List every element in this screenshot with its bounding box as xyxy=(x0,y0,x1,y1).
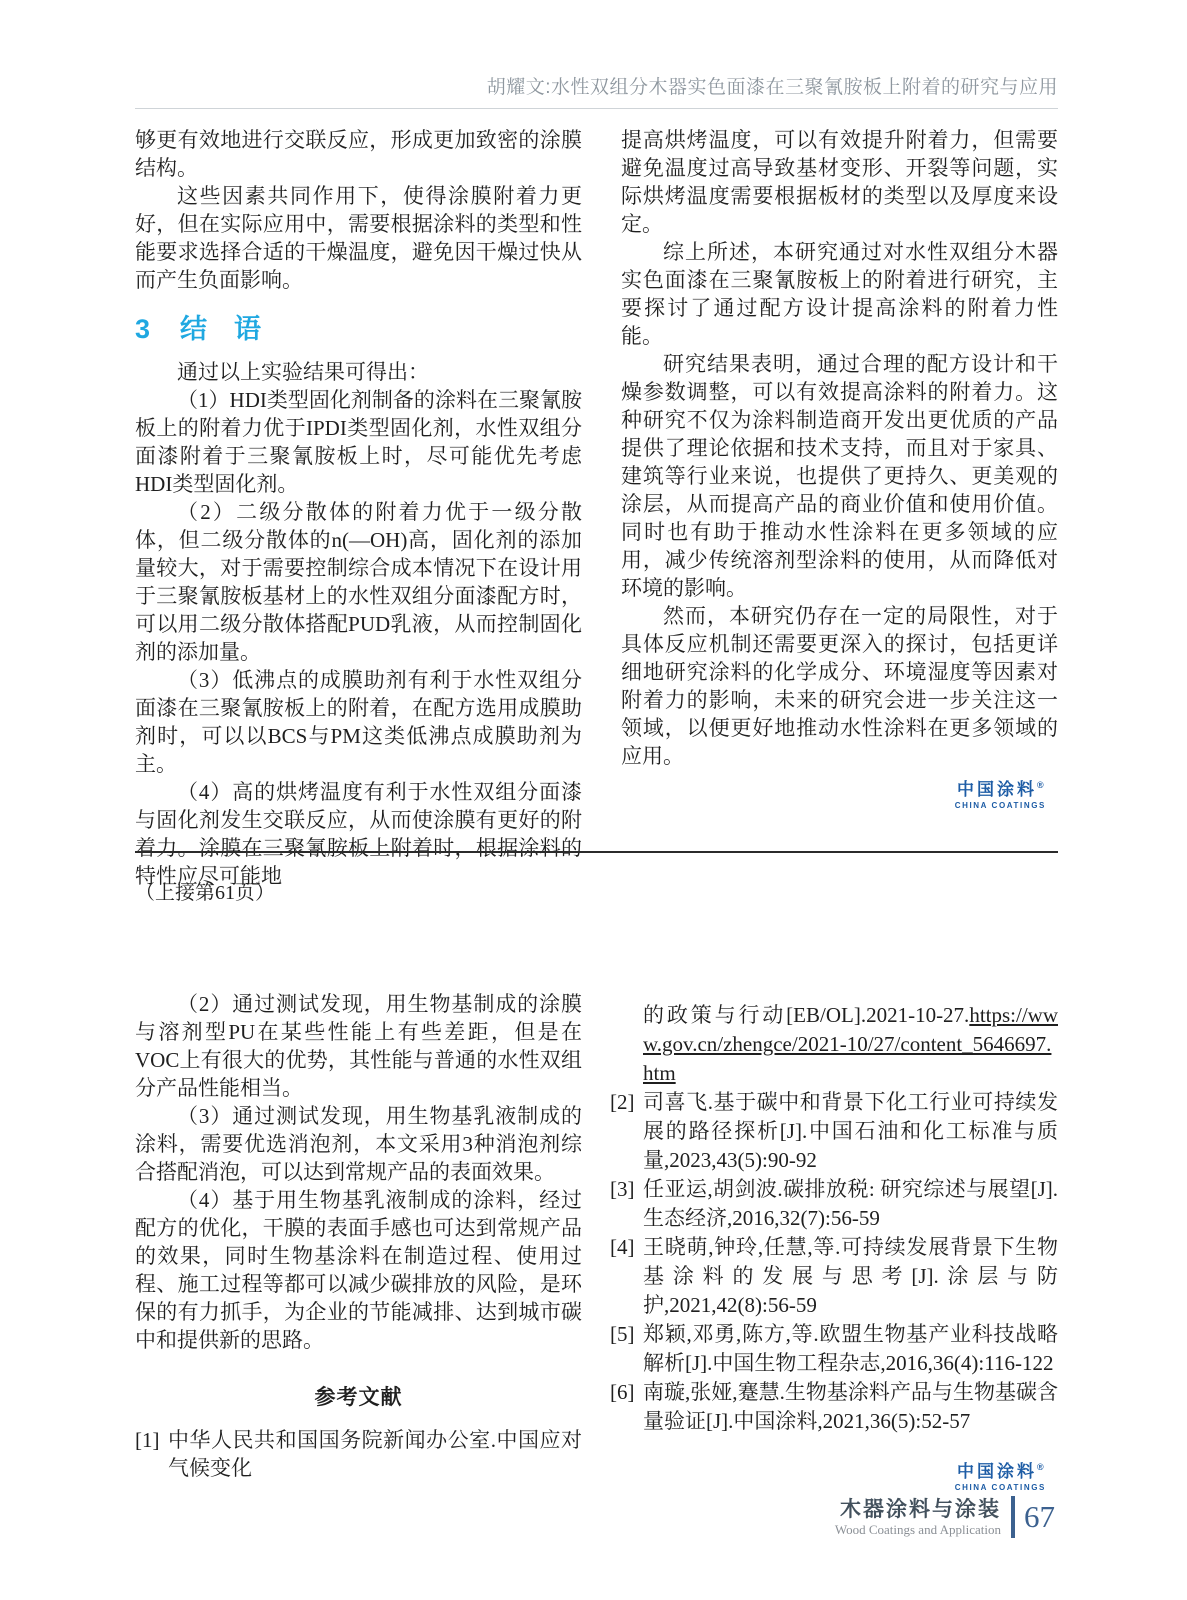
logo-name-en: CHINA COATINGS xyxy=(954,800,1046,810)
reference-item xyxy=(610,1320,1058,1378)
journal-title-block xyxy=(835,1497,1001,1538)
paragraph: （1）HDI类型固化剂制备的涂料在三聚氰胺板上的附着力优于IPDI类型固化剂，水性双组分面漆附着于三聚氰胺板上时，尽可能优先考虑HDI类型固化剂。 xyxy=(135,388,582,496)
reference-item xyxy=(135,1426,582,1482)
paragraph: 提高烘烤温度，可以有效提升附着力，但需要避免温度过高导致基材变形、开裂等问题，实际烘烤温度需要根据板材的类型以及厚度来设定。 xyxy=(621,128,1058,236)
reference-link[interactable]: https://www.gov.cn/zhengce/2021-10/27/content_5646697.htm xyxy=(643,1003,1058,1085)
paragraph: 通过以上实验结果可得出： xyxy=(177,360,429,384)
page-footer xyxy=(835,1496,1055,1538)
running-head-title: 胡耀文:水性双组分木器实色面漆在三聚氰胺板上附着的研究与应用 xyxy=(486,77,1058,98)
registered-mark-icon: ® xyxy=(1037,780,1044,790)
logo-name-cn: 中国涂料® xyxy=(957,780,1044,799)
registered-mark-icon: ® xyxy=(1037,1462,1044,1472)
reference-marker: [1] xyxy=(135,1428,160,1452)
page-number: 67 xyxy=(1024,1499,1055,1534)
paragraph: 够更有效地进行交联反应，形成更加致密的涂膜结构。 xyxy=(135,128,582,180)
paragraph: （3）通过测试发现，用生物基乳液制成的涂料，需要优选消泡剂，本文采用3种消泡剂综合搭配消泡，可以达到常规产品的表面效果。 xyxy=(135,1104,582,1184)
lower-left-column xyxy=(135,990,582,1482)
running-head xyxy=(135,72,1058,109)
paragraph: 研究结果表明，通过合理的配方设计和干燥参数调整，可以有效提高涂料的附着力。这种研究不仅为涂料制造商开发出更优质的产品提供了理论依据和技术支持，而且对于家具、建筑等行业来说，也提供了更持久、更美观的涂层，从而提高产品的商业价值和使用价值。同时也有助于推动水性涂料在更多领域的应用，减少传统溶剂型涂料的使用，从而降低对环境的影响。 xyxy=(621,352,1058,600)
reference-item xyxy=(610,1233,1058,1320)
reference-item xyxy=(610,1088,1058,1175)
paragraph: 然而，本研究仍存在一定的局限性，对于具体反应机制还需要更深入的探讨，包括更详细地研究涂料的化学成分、环境湿度等因素对附着力的影响，未来的研究会进一步关注这一领域，以便更好地推动水性涂料在更多领域的应用。 xyxy=(621,604,1058,768)
reference-marker: [2] xyxy=(610,1090,635,1114)
journal-title-en: Wood Coatings and Application xyxy=(834,1521,1001,1537)
continuation-note: （上接第61页） xyxy=(135,882,275,904)
paragraph: （4）基于用生物基乳液制成的涂料，经过配方的优化，干膜的表面手感也可达到常规产品的效果，同时生物基涂料在制造过程、使用过程、施工过程等都可以减少碳排放的风险，是环保的有力抓手，为企业的节能减排、达到城市碳中和提供新的思路。 xyxy=(135,1188,582,1352)
reference-text: 的政策与行动[EB/OL].2021-10-27. xyxy=(643,1003,970,1027)
footer-divider-bar xyxy=(1011,1496,1015,1538)
logo-container xyxy=(621,780,1058,815)
reference-marker: [5] xyxy=(610,1322,635,1346)
reference-text: 任亚运,胡剑波.碳排放税: 研究综述与展望[J].生态经济,2016,32(7):56-59 xyxy=(643,1177,1058,1230)
paragraph: （2）通过测试发现，用生物基制成的涂膜与溶剂型PU在某些性能上有些差距，但是在VOC上有很大的优势，其性能与普通的水性双组分产品性能相当。 xyxy=(135,992,582,1100)
section-heading-conclusion xyxy=(135,312,582,346)
lower-right-column xyxy=(610,1001,1058,1498)
reference-marker: [6] xyxy=(610,1380,635,1404)
section-divider xyxy=(135,851,1058,853)
section-title: 结 语 xyxy=(180,314,262,344)
reference-item xyxy=(610,1378,1058,1436)
journal-title-cn: 木器涂料与涂装 xyxy=(840,1497,1001,1521)
paragraph: 这些因素共同作用下，使得涂膜附着力更好，但在实际应用中，需要根据涂料的类型和性能要求选择合适的干燥温度，避免因干燥过快从而产生负面影响。 xyxy=(135,184,582,292)
references-heading: 参考文献 xyxy=(314,1386,403,1409)
reference-continuation xyxy=(610,1001,1058,1088)
reference-text: 王晓萌,钟玲,任慧,等.可持续发展背景下生物基涂料的发展与思考[J].涂层与防护,2021,42(8):56-59 xyxy=(643,1235,1058,1317)
reference-marker: [3] xyxy=(610,1177,635,1201)
logo-container xyxy=(610,1462,1058,1498)
china-coatings-logo xyxy=(955,780,1046,810)
reference-text: 郑颖,邓勇,陈方,等.欧盟生物基产业科技战略解析[J].中国生物工程杂志,2016,36(4):116-122 xyxy=(643,1322,1058,1375)
reference-text: 司喜飞.基于碳中和背景下化工行业可持续发展的路径探析[J].中国石油和化工标准与质量,2023,43(5):90-92 xyxy=(643,1090,1058,1172)
reference-item xyxy=(610,1175,1058,1233)
reference-marker: [4] xyxy=(610,1235,635,1259)
china-coatings-logo xyxy=(955,1462,1046,1492)
logo-name-en: CHINA COATINGS xyxy=(954,1482,1046,1492)
paragraph: （2）二级分散体的附着力优于一级分散体，但二级分散体的n(—OH)高，固化剂的添加量较大，对于需要控制综合成本情况下在设计用于三聚氰胺板基材上的水性双组分面漆配方时，可以用二级分散体搭配PUD乳液，从而控制固化剂的添加量。 xyxy=(135,500,582,664)
upper-left-column xyxy=(135,126,582,890)
section-number: 3 xyxy=(135,314,151,344)
paragraph: 综上所述，本研究通过对水性双组分木器实色面漆在三聚氰胺板上的附着进行研究，主要探讨了通过配方设计提高涂料的附着力性能。 xyxy=(621,240,1058,348)
upper-right-column xyxy=(621,126,1058,815)
reference-text: 南璇,张娅,蹇慧.生物基涂料产品与生物基碳含量验证[J].中国涂料,2021,36(5):52-57 xyxy=(643,1380,1058,1433)
logo-name-cn: 中国涂料® xyxy=(957,1462,1044,1481)
reference-text: 中华人民共和国国务院新闻办公室.中国应对气候变化 xyxy=(168,1428,582,1480)
paragraph: （3）低沸点的成膜助剂有利于水性双组分面漆在三聚氰胺板上的附着，在配方选用成膜助剂时，可以以BCS与PM这类低沸点成膜助剂为主。 xyxy=(135,668,582,776)
paragraph: （4）高的烘烤温度有利于水性双组分面漆与固化剂发生交联反应，从而使涂膜有更好的附着力。涂膜在三聚氰胺板上附着时，根据涂料的特性应尽可能地 xyxy=(135,780,582,888)
